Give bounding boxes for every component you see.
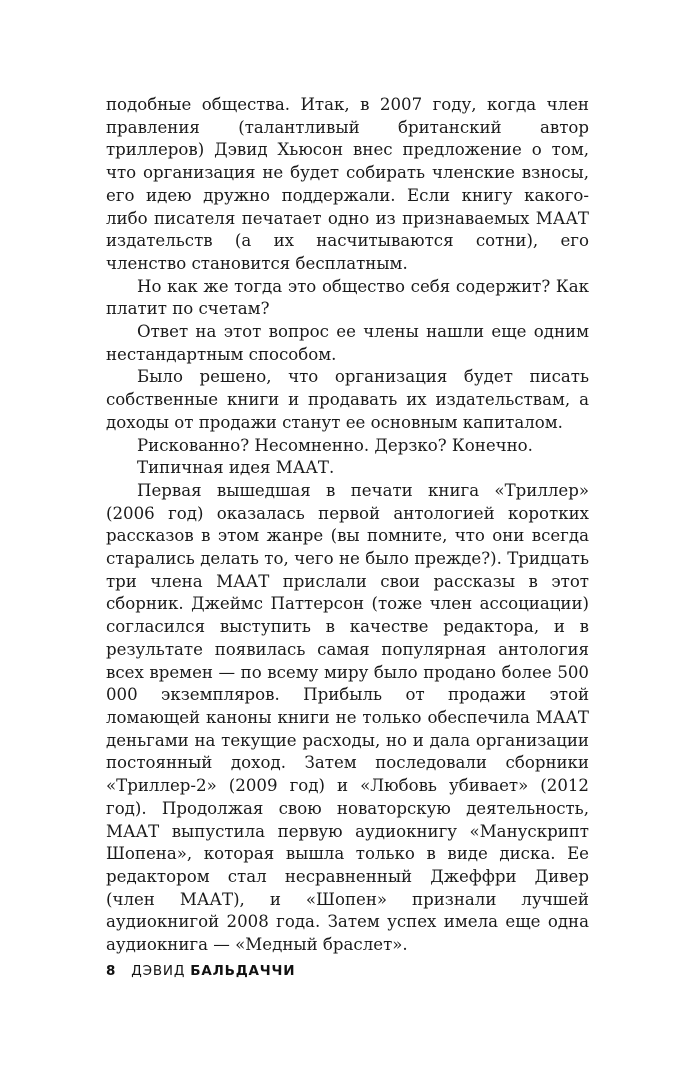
paragraph-7: Первая вышедшая в печати книга «Триллер» (2006 год) оказалась первой антологией коротких рассказов в этом жанре (вы помните, что они всегда старались делать то, чего не было прежде?). Тридцать три члена МААТ прислали свои рассказы в этот сборник. Джеймс Паттерсон (тоже член ассоциации) согласился выступить в качестве редактора, и в результате появилась самая популярная антология всех времен — по всему миру было продано более 500 000 экземпляров. Прибыль от продажи этой ломающей каноны книги не только обеспечила МААТ деньгами на текущие расходы, но и дала организации постоянный доход. Затем последовали сборники «Триллер-2» (2009 год) и «Любовь убивает» (2012 год). Продолжая свою новаторскую деятельность, МААТ выпустила первую аудиокнигу «Манускрипт Шопена», которая вышла только в виде диска. Ее редактором стал несравненный Джеффри Дивер (член МААТ), и «Шопен» признали лучшей аудиокнигой 2008 года. Затем успех имела еще одна аудиокнига — «Медный браслет». bbox=[106, 480, 589, 955]
author-last-name: БАЛЬДАЧЧИ bbox=[190, 963, 296, 979]
page-number: 8 bbox=[106, 963, 117, 979]
paragraph-1: подобные общества. Итак, в 2007 году, когда член правления (талантливый британский автор триллеров) Дэвид Хьюсон внес предложение о том, что организация не будет собирать членские взносы, его идею дружно поддержали. Если книгу какого-либо писателя печатает одно из признаваемых МААТ издательств (а их насчитываются сотни), его членство становится бесплатным. bbox=[106, 95, 589, 273]
paragraph-3: Ответ на этот вопрос ее члены нашли еще одним нестандартным способом. bbox=[106, 322, 589, 364]
paragraph-6: Типичная идея МААТ. bbox=[137, 458, 335, 478]
running-footer bbox=[106, 963, 295, 979]
page-body bbox=[106, 94, 589, 957]
paragraph-5: Рискованно? Несомненно. Дерзко? Конечно. bbox=[137, 435, 533, 455]
author-first-name: ДЭВИД bbox=[131, 963, 186, 979]
paragraph-2: Но как же тогда это общество себя содержит? Как платит по счетам? bbox=[106, 276, 589, 319]
paragraph-4: Было решено, что организация будет писать собственные книги и продавать их издательствам, а доходы от продажи станут ее основным капиталом. bbox=[106, 367, 589, 432]
